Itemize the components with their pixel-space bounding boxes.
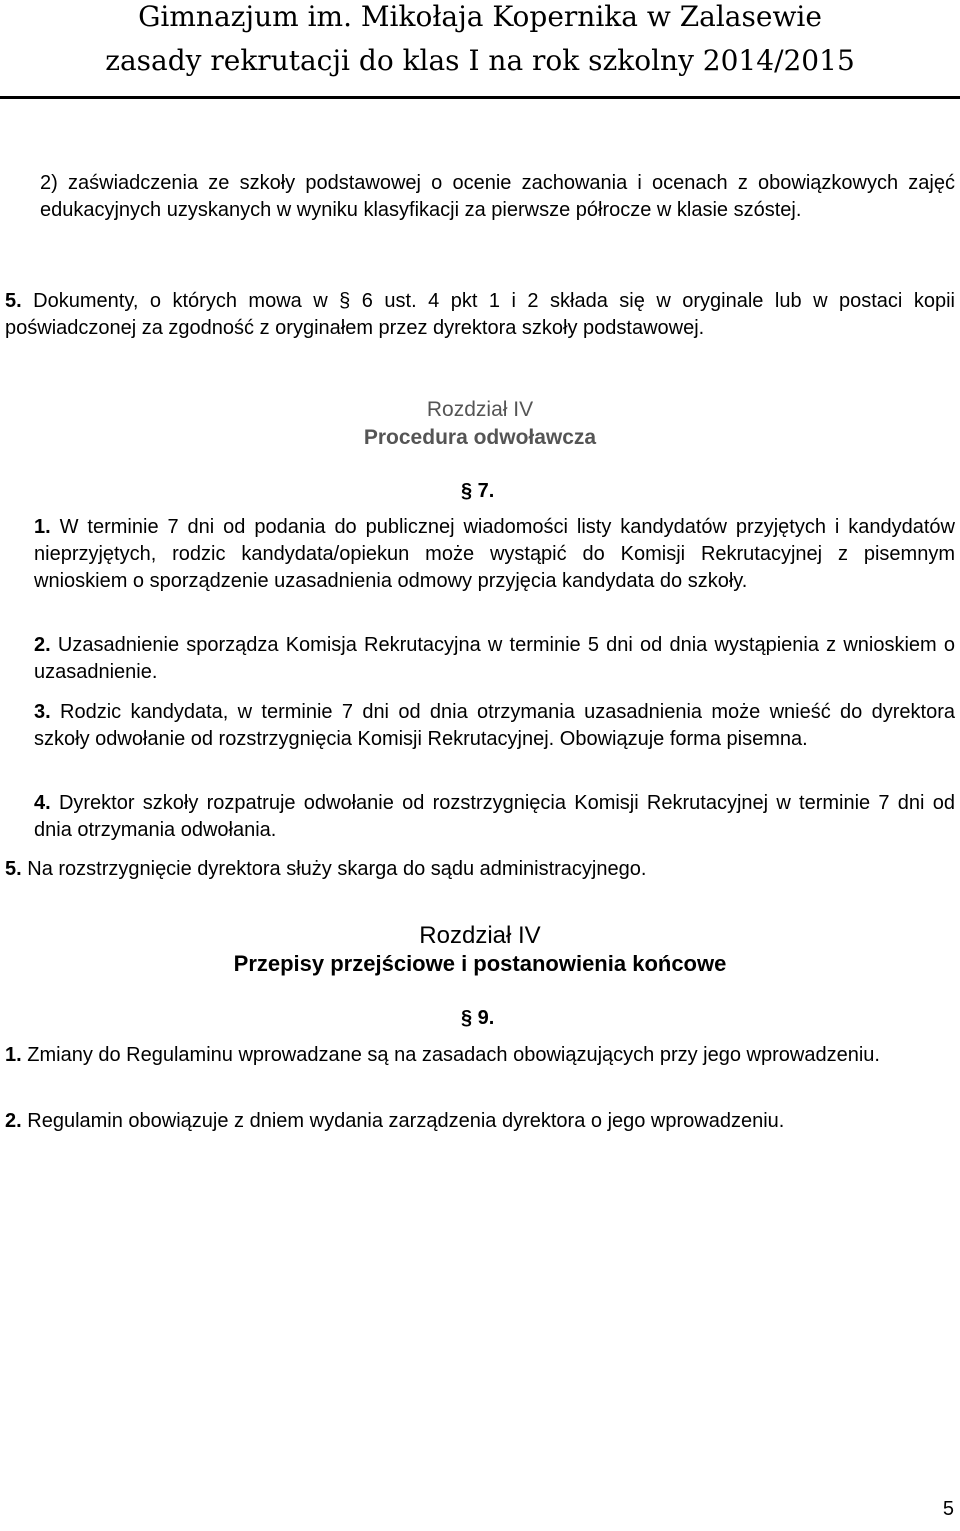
point-number: 2. — [5, 1110, 22, 1132]
final-point-1 — [5, 1042, 955, 1069]
point-text: Zmiany do Regulaminu wprowadzane są na zasadach obowiązujących przy jego wprowadzeniu. — [27, 1044, 880, 1066]
point-2 — [34, 632, 955, 686]
point-text: W terminie 7 dni od podania do publicznej wiadomości listy kandydatów przyjętych i kandydatów nieprzyjętych, rodzic kandydata/opiekun może wystąpić do Komisji Rekrutacyjnej z pisemnym wnioskiem o sporządzenie uzasadnienia odmowy przyjęcia kandydata do szkoły. — [34, 516, 955, 592]
list-item-number: 2) — [40, 172, 58, 194]
final-point-2 — [5, 1108, 784, 1135]
point-number: 3. — [34, 701, 51, 723]
point-text: Dyrektor szkoły rozpatruje odwołanie od rozstrzygnięcia Komisji Rekrutacyjnej w terminie 7 dni od dnia otrzymania odwołania. — [34, 792, 955, 841]
point-5 — [5, 856, 646, 883]
point-text: Uzasadnienie sporządza Komisja Rekrutacyjna w terminie 5 dni od dnia wystąpienia z wnioskiem o uzasadnienie. — [34, 634, 955, 683]
paragraph-number: 5. — [5, 290, 22, 312]
point-text: Na rozstrzygnięcie dyrektora służy skarga do sądu administracyjnego. — [27, 858, 647, 880]
list-item-2 — [40, 170, 955, 224]
point-1 — [34, 514, 955, 595]
point-text: Rodzic kandydata, w terminie 7 dni od dnia otrzymania uzasadnienia może wnieść do dyrektora szkoły odwołanie od rozstrzygnięcia Komisji Rekrutacyjnej. Obowiązuje forma pisemna. — [34, 701, 955, 750]
page-header — [0, 0, 960, 99]
point-text: Regulamin obowiązuje z dniem wydania zarządzenia dyrektora o jego wprowadzeniu. — [27, 1110, 785, 1132]
chapter-subtitle: Procedura odwoławcza — [363, 426, 597, 449]
page-number: 5 — [942, 1498, 954, 1520]
header-school-name: Gimnazjum im. Mikołaja Kopernika w Zalasewie — [138, 0, 822, 33]
point-number: 5. — [5, 858, 22, 880]
chapter-title-final: Rozdział IV — [419, 922, 541, 949]
point-number: 4. — [34, 792, 51, 814]
section-mark: § 7. — [461, 480, 495, 502]
section-mark-final: § 9. — [461, 1007, 495, 1029]
chapter-subtitle-final: Przepisy przejściowe i postanowienia końcowe — [233, 951, 727, 976]
point-4 — [34, 790, 955, 844]
point-number: 1. — [34, 516, 51, 538]
point-number: 2. — [34, 634, 51, 656]
header-document-title: zasady rekrutacji do klas I na rok szkolny 2014/2015 — [105, 44, 855, 77]
point-3 — [34, 699, 955, 753]
paragraph-5 — [5, 288, 955, 342]
chapter-title: Rozdział IV — [426, 398, 534, 421]
paragraph-text: Dokumenty, o których mowa w § 6 ust. 4 pkt 1 i 2 składa się w oryginale lub w postaci kopii poświadczonej za zgodność z oryginałem przez dyrektora szkoły podstawowej. — [5, 290, 955, 339]
point-number: 1. — [5, 1044, 22, 1066]
list-item-text: zaświadczenia ze szkoły podstawowej o ocenie zachowania i ocenach z obowiązkowych zajęć edukacyjnych uzyskanych w wyniku klasyfikacji za pierwsze półrocze w klasie szóstej. — [40, 172, 955, 221]
